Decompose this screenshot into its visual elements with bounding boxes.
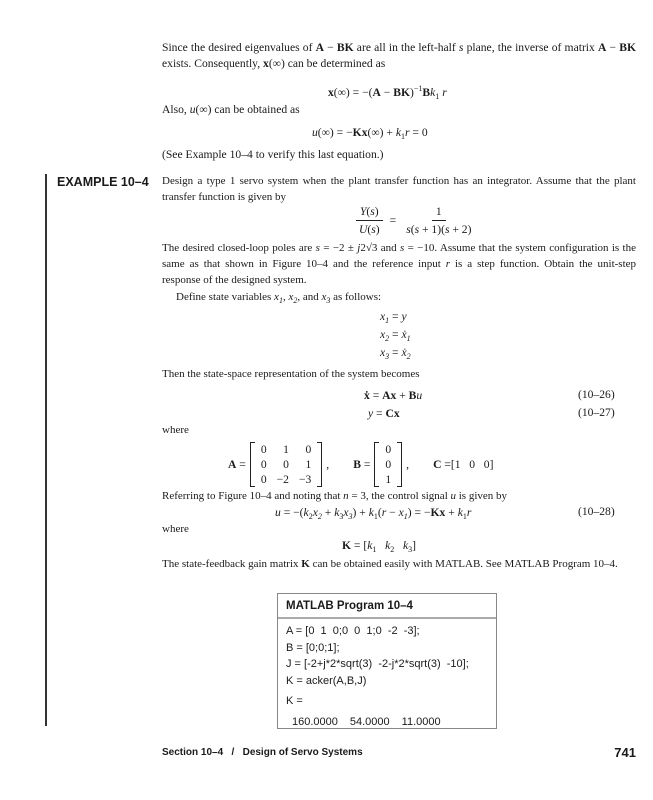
equation-number: (10–26) (578, 388, 615, 401)
text-segment: k (367, 539, 373, 552)
matrix-cell: −2 (276, 473, 289, 486)
text-segment: x (398, 506, 404, 519)
system-matrices (228, 442, 493, 487)
matlab-output-label: K = (286, 695, 303, 707)
text-segment: K (301, 558, 310, 570)
text-segment: y (401, 310, 407, 323)
text-segment: k (385, 539, 391, 552)
example-paragraph-2 (162, 240, 636, 288)
text-segment: The state-feedback gain matrix (162, 558, 302, 570)
text-segment: A (598, 41, 607, 54)
text-segment: BK (336, 41, 354, 54)
text-segment: B (422, 86, 431, 99)
text-segment: ( (377, 506, 382, 519)
text-segment: k (430, 86, 436, 99)
text-segment: + (445, 506, 458, 519)
text-segment: 3 (339, 512, 344, 521)
example-label: EXAMPLE 10–4 (57, 175, 149, 189)
text-segment: U (359, 223, 368, 236)
text-segment: 2 (385, 334, 390, 343)
matrix-cell: 1 (305, 458, 312, 471)
text-segment: (∞) can be obtained as (195, 103, 300, 116)
text-segment: x (328, 86, 334, 99)
matrix-a (250, 442, 322, 487)
text-segment: y (368, 407, 374, 420)
matrix-cell: 0 (385, 458, 392, 471)
text-segment: K (342, 539, 352, 552)
text-segment: s (414, 223, 420, 236)
tf-numerator (356, 204, 383, 221)
example-paragraph-6 (162, 556, 636, 572)
comma: , (406, 458, 410, 471)
where-label: where (162, 523, 189, 535)
text-segment: Kx (430, 506, 446, 519)
equation-u-infinity (312, 125, 428, 145)
text-segment: = (369, 389, 383, 402)
text-segment: (See Example 10–4 to verify this last equation.) (162, 148, 384, 161)
text-segment: + (396, 389, 409, 402)
text-segment: n (343, 490, 349, 502)
text-segment: B (353, 458, 361, 471)
text-segment: Cx (385, 407, 400, 420)
where-label: where (162, 424, 189, 436)
matrix-c: [1 0 0] (450, 458, 494, 471)
text-segment: u (450, 490, 456, 502)
text-segment: + 2) (449, 223, 472, 236)
text-segment: x (343, 506, 349, 519)
text-segment: s (371, 223, 376, 236)
text-segment: 1 (462, 512, 467, 521)
page-footer (162, 747, 636, 758)
matrix-c-label (433, 458, 451, 471)
intro-paragraph (162, 40, 636, 72)
text-segment: s (370, 205, 375, 218)
text-segment: k (368, 506, 374, 519)
text-segment: 2 (406, 352, 411, 361)
text-segment: (∞) = − (317, 126, 353, 139)
text-segment: 2 (390, 545, 395, 554)
tf-right-numerator (432, 204, 446, 221)
text-segment: 3 (408, 545, 413, 554)
example-paragraph-3 (162, 289, 636, 309)
text-segment: 1 (400, 132, 405, 141)
text-segment: A (372, 86, 381, 99)
text-segment: ẋ (401, 346, 407, 359)
text-segment: u (189, 103, 196, 116)
code-line: A = [0 1 0;0 0 1;0 -2 -3]; (286, 625, 420, 637)
equals-sign: = (389, 214, 397, 227)
text-segment: ) (375, 223, 380, 236)
intro-note (162, 147, 636, 163)
text-segment: = (389, 310, 402, 323)
text-segment: − (386, 506, 399, 519)
text-segment: k (334, 506, 340, 519)
text-segment: x (263, 57, 269, 70)
text-segment: Referring to Figure 10–4 and noting that (162, 490, 344, 502)
text-segment: 1 (435, 205, 442, 218)
matrix-cell: 0 (305, 443, 312, 456)
text-segment: A (315, 41, 324, 54)
text-segment: s (406, 223, 411, 236)
text-segment: Design a type 1 servo system when the plant transfer function has an integrator. Assume that the plant transfer function is given by (162, 175, 636, 203)
tf-right (402, 204, 475, 237)
equation-number: (10–27) (578, 406, 615, 419)
text-segment: + 1)( (419, 223, 445, 236)
text-segment: ẋ (364, 389, 370, 402)
code-line: J = [-2+j*2*sqrt(3) -2-j*2*sqrt(3) -10]; (286, 658, 469, 670)
example-margin-bar (45, 174, 47, 726)
page-number: 741 (614, 745, 636, 760)
matrix-b (374, 442, 402, 487)
example-paragraph-5 (162, 488, 636, 504)
text-segment: 3 (385, 352, 390, 361)
matrix-cell: 0 (260, 443, 267, 456)
matrix-cell: 1 (454, 458, 461, 471)
text-segment: r (404, 126, 410, 139)
output-value: 54.0000 (349, 715, 390, 728)
matrix-cell: 0 (483, 458, 490, 471)
text-segment: Define state variables (176, 291, 275, 303)
section-title: Section 10–4 / Design of Servo Systems (162, 747, 363, 758)
text-segment: is a step function. Obtain the unit-step response of the designed system. (162, 258, 637, 286)
intro-paragraph-2 (162, 102, 636, 118)
text-segment (376, 539, 385, 552)
text-segment: = 0 (409, 126, 428, 139)
text-segment: x (321, 291, 327, 303)
matrix-cell: 0 (469, 458, 476, 471)
text-segment: r (439, 86, 447, 99)
comma: , (326, 458, 330, 471)
text-segment: Also, (162, 103, 190, 116)
text-segment: Y (359, 205, 367, 218)
text-segment: 2√3 and (360, 242, 400, 254)
text-segment: r (381, 506, 387, 519)
tf-right-denominator (402, 221, 475, 237)
tf-left (355, 204, 384, 237)
text-segment: ( (366, 205, 371, 218)
text-segment: s (399, 242, 405, 254)
text-segment: exists. Consequently, (162, 57, 264, 70)
text-segment: C (433, 458, 442, 471)
example-paragraph-1 (162, 173, 636, 205)
text-segment: ẋ (401, 328, 407, 341)
text-segment: = 3, the control signal (348, 490, 451, 502)
text-segment: , and (297, 291, 322, 303)
text-segment: 1 (278, 296, 283, 305)
matlab-code (278, 619, 496, 689)
matrix-cell: 0 (260, 458, 267, 471)
text-segment: k (303, 506, 309, 519)
text-segment: −1 (413, 84, 423, 93)
output-value: 11.0000 (401, 715, 441, 728)
text-segment: 3 (326, 296, 331, 305)
equation-number: (10–28) (578, 505, 615, 518)
text-segment: The desired closed-loop poles are (162, 242, 316, 254)
text-segment: = (360, 458, 371, 471)
matrix-cell: −3 (298, 473, 312, 486)
text-segment: x (312, 506, 318, 519)
text-segment: BK (393, 86, 411, 99)
text-segment: = (389, 328, 402, 341)
text-segment: − (380, 86, 394, 99)
text-segment: 1 (403, 512, 408, 521)
text-segment: − (324, 41, 337, 54)
text-segment: ( (367, 223, 372, 236)
text-segment: = (236, 458, 246, 471)
text-segment: s (458, 41, 464, 54)
matrix-b-label (353, 458, 370, 471)
text-segment: = (389, 346, 402, 359)
text-segment: as follows: (330, 291, 382, 303)
text-segment: B (408, 389, 417, 402)
text-segment: ( (410, 223, 415, 236)
text-segment: ] (412, 539, 416, 552)
text-segment: ) (410, 86, 414, 99)
text-segment: Then the state-space representation of the system becomes (162, 368, 420, 380)
equation-gain-matrix (342, 538, 416, 558)
text-segment: (∞) can be determined as (268, 57, 386, 70)
text-segment: u (312, 126, 318, 139)
matrix-cell: 0 (283, 458, 289, 471)
state-eq-1 (380, 309, 407, 329)
transfer-function (355, 204, 475, 237)
text-segment (394, 539, 403, 552)
text-segment: s (444, 223, 450, 236)
text-segment: = −2 ± (319, 242, 358, 254)
text-segment: 1 (435, 92, 440, 101)
matrix-a-label (228, 458, 246, 471)
text-segment: r (445, 258, 451, 270)
text-segment: s (315, 242, 320, 254)
code-line: K = acker(A,B,J) (286, 674, 367, 687)
matlab-program-title: MATLAB Program 10–4 (278, 594, 496, 619)
text-segment: = (373, 407, 386, 420)
text-segment: BK (619, 41, 637, 54)
text-segment: = [ (351, 539, 368, 552)
text-segment: are all in the left-half (353, 41, 459, 54)
matrix-cell: 0 (260, 473, 267, 486)
code-line: B = [0;0;1]; (286, 641, 340, 654)
text-segment: Ax (382, 389, 397, 402)
text-segment: x (380, 310, 386, 323)
text-segment: 1 (406, 334, 411, 343)
text-segment: Since the desired eigenvalues of (162, 41, 316, 54)
state-eq-3 (380, 345, 411, 365)
text-segment: j (357, 242, 361, 254)
matlab-program-box (277, 593, 497, 729)
example-paragraph-4 (162, 366, 636, 382)
text-segment: = (441, 458, 451, 471)
text-segment: x (288, 291, 294, 303)
tf-denominator (355, 221, 384, 237)
text-segment: k (395, 126, 401, 139)
text-segment: (∞) + (367, 126, 396, 139)
text-segment: , (282, 291, 289, 303)
text-segment: + (321, 506, 335, 519)
text-segment: plane, the inverse of matrix (463, 41, 598, 54)
text-segment: 3 (348, 512, 353, 521)
text-segment: = −10. Assume that the system configuration is the same as that shown in Figure 10–4 and the reference input (162, 242, 636, 270)
text-segment: u (416, 389, 423, 402)
state-eq-2 (380, 327, 411, 347)
text-segment: (∞) = −( (333, 86, 373, 99)
text-segment: can be obtained easily with MATLAB. See MATLAB Program 10–4. (309, 558, 618, 570)
text-segment: − (606, 41, 620, 54)
equation-10-27 (368, 406, 400, 422)
text-segment: 1 (373, 512, 378, 521)
text-segment: Kx (352, 126, 368, 139)
matrix-cell: 1 (385, 473, 392, 486)
text-segment: ) (374, 205, 379, 218)
text-segment: x (380, 346, 386, 359)
text-segment: A (228, 458, 237, 471)
text-segment: 2 (308, 512, 313, 521)
text-segment: k (457, 506, 463, 519)
text-segment: x (274, 291, 279, 303)
text-segment: ) + (352, 506, 369, 519)
matrix-cell: 0 (385, 443, 392, 456)
text-segment: k (402, 539, 409, 552)
output-value: 160.0000 (292, 715, 338, 728)
text-segment: 1 (372, 545, 377, 554)
text-segment: ) = − (407, 506, 431, 519)
matlab-output-values (278, 710, 496, 728)
text-segment: is given by (456, 490, 508, 502)
text-segment: 2 (293, 296, 298, 305)
text-segment: u (275, 506, 281, 519)
text-segment: = −( (280, 506, 304, 519)
text-segment: r (466, 506, 472, 519)
text-segment: x (380, 328, 386, 341)
equation-10-26 (364, 388, 422, 404)
matrix-cell: 1 (283, 443, 289, 456)
text-segment: 2 (317, 512, 322, 521)
text-segment: 1 (385, 316, 390, 325)
